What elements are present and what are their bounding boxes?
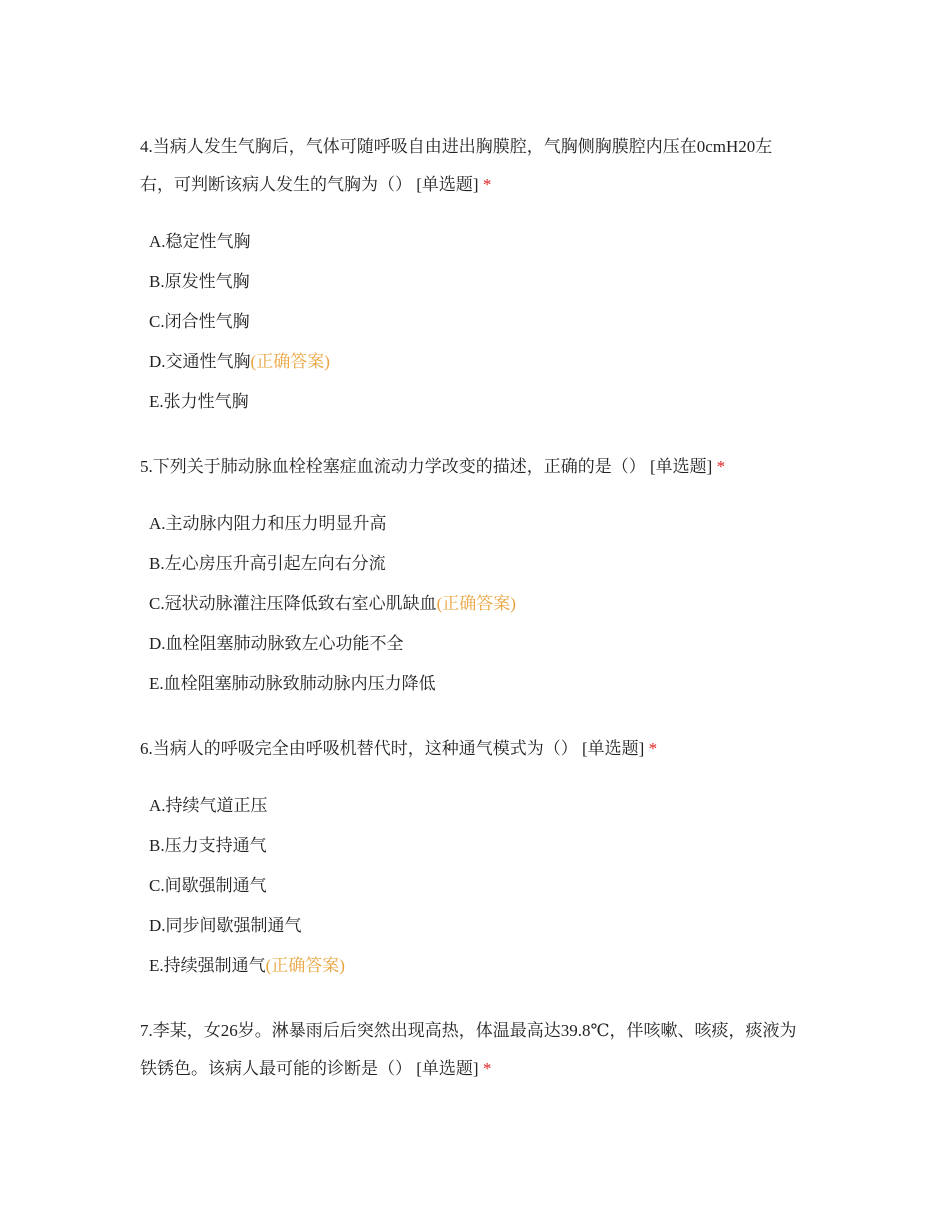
question-text: 5.下列关于肺动脉血栓栓塞症血流动力学改变的描述，正确的是（） bbox=[140, 457, 646, 476]
option-text: C.闭合性气胸 bbox=[149, 312, 250, 331]
question-4-title bbox=[140, 128, 800, 204]
option-a[interactable] bbox=[149, 222, 800, 262]
question-6-options bbox=[140, 786, 800, 986]
question-5-title bbox=[140, 448, 800, 486]
option-c[interactable] bbox=[149, 584, 800, 624]
correct-answer-label: (正确答案) bbox=[265, 956, 345, 975]
option-b[interactable] bbox=[149, 826, 800, 866]
question-7 bbox=[140, 1012, 800, 1088]
option-e[interactable] bbox=[149, 946, 800, 986]
question-6-title bbox=[140, 730, 800, 768]
required-star: * bbox=[482, 1059, 492, 1078]
option-text: B.原发性气胸 bbox=[149, 272, 250, 291]
option-e[interactable] bbox=[149, 382, 800, 422]
question-text: 7.李某，女26岁。淋暴雨后后突然出现高热，体温最高达39.8℃，伴咳嗽、咳痰，痰液为铁锈色。该病人最可能的诊断是（） bbox=[140, 1021, 797, 1078]
question-type-tag: [单选题] bbox=[582, 739, 645, 758]
option-text: E.血栓阻塞肺动脉致肺动脉内压力降低 bbox=[149, 674, 436, 693]
option-d[interactable] bbox=[149, 906, 800, 946]
question-5-options bbox=[140, 504, 800, 704]
option-b[interactable] bbox=[149, 544, 800, 584]
question-6 bbox=[140, 730, 800, 986]
option-b[interactable] bbox=[149, 262, 800, 302]
option-text: D.血栓阻塞肺动脉致左心功能不全 bbox=[149, 634, 404, 653]
option-c[interactable] bbox=[149, 866, 800, 906]
option-text: D.同步间歇强制通气 bbox=[149, 916, 302, 935]
question-text: 4.当病人发生气胸后，气体可随呼吸自由进出胸膜腔，气胸侧胸膜腔内压在0cmH20左右，可判断该病人发生的气胸为（） bbox=[140, 137, 773, 194]
required-star: * bbox=[716, 457, 726, 476]
correct-answer-label: (正确答案) bbox=[250, 352, 330, 371]
option-d[interactable] bbox=[149, 624, 800, 664]
option-text: C.冠状动脉灌注压降低致右室心肌缺血 bbox=[149, 594, 437, 613]
correct-answer-label: (正确答案) bbox=[436, 594, 516, 613]
option-text: A.稳定性气胸 bbox=[149, 232, 251, 251]
required-star: * bbox=[648, 739, 658, 758]
question-type-tag: [单选题] bbox=[416, 175, 479, 194]
question-4-options bbox=[140, 222, 800, 422]
option-text: E.持续强制通气 bbox=[149, 956, 266, 975]
option-a[interactable] bbox=[149, 504, 800, 544]
question-5 bbox=[140, 448, 800, 704]
option-text: C.间歇强制通气 bbox=[149, 876, 267, 895]
option-text: A.主动脉内阻力和压力明显升高 bbox=[149, 514, 387, 533]
option-d[interactable] bbox=[149, 342, 800, 382]
option-text: A.持续气道正压 bbox=[149, 796, 268, 815]
option-c[interactable] bbox=[149, 302, 800, 342]
required-star: * bbox=[482, 175, 492, 194]
question-4 bbox=[140, 128, 800, 422]
option-a[interactable] bbox=[149, 786, 800, 826]
option-e[interactable] bbox=[149, 664, 800, 704]
option-text: B.压力支持通气 bbox=[149, 836, 267, 855]
question-type-tag: [单选题] bbox=[650, 457, 713, 476]
question-type-tag: [单选题] bbox=[416, 1059, 479, 1078]
question-text: 6.当病人的呼吸完全由呼吸机替代时，这种通气模式为（） bbox=[140, 739, 578, 758]
question-7-title bbox=[140, 1012, 800, 1088]
option-text: B.左心房压升高引起左向右分流 bbox=[149, 554, 386, 573]
option-text: E.张力性气胸 bbox=[149, 392, 249, 411]
option-text: D.交通性气胸 bbox=[149, 352, 251, 371]
